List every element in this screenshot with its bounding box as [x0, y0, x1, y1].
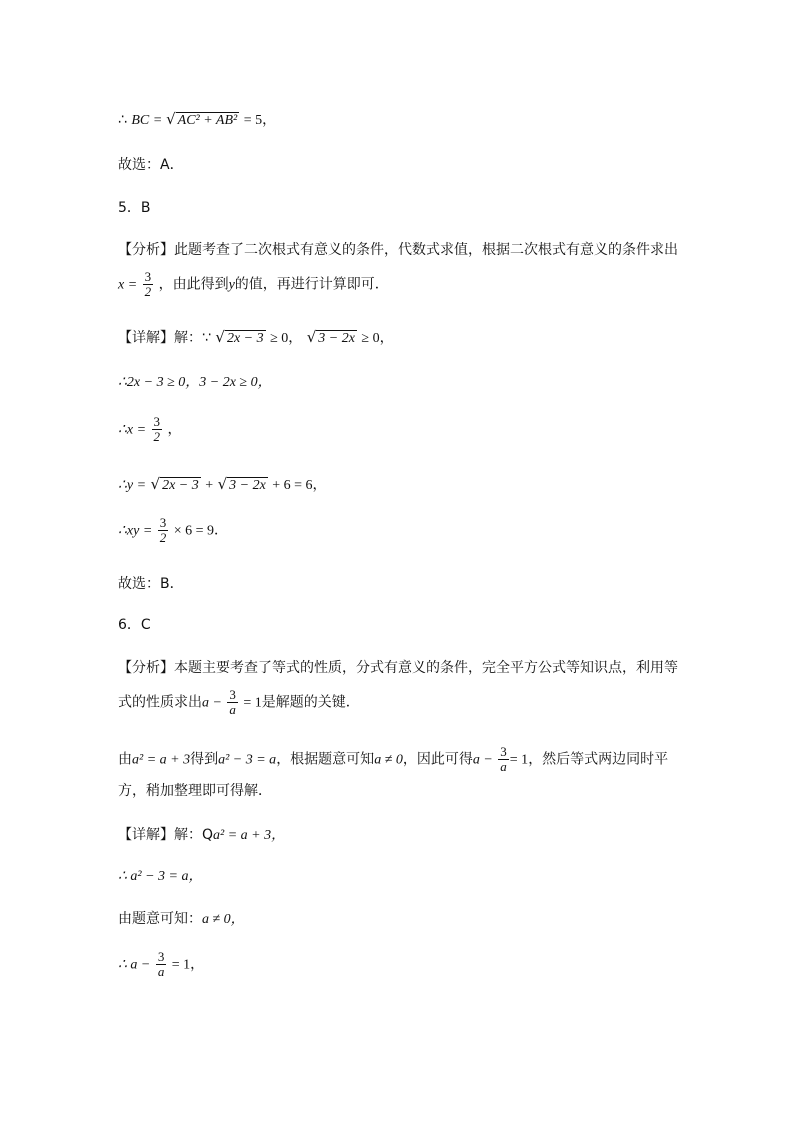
fraction: $\frac{3}{a}$ [229, 687, 236, 717]
analysis-6: 【分析】本题主要考查了等式的性质，分式有意义的条件，完全平方公式等知识点，利用等 [118, 660, 678, 676]
sqrt-expression: √ 2x − 3 [215, 328, 264, 346]
sqrt-expression: √ 3 − 2x [217, 475, 266, 493]
detail-6-step1: 【详解】解：Qa² = a + 3， [118, 827, 286, 843]
detail-5-step3: ∴x = $\frac{3}{2}$ ， [118, 414, 182, 444]
analysis-6-end: 方，稍加整理即可得解． [118, 783, 272, 799]
sqrt-expression: √ AC² + AB² [166, 110, 238, 128]
analysis-6-cont: 式的性质求出a − $\frac{3}{a}$ = 1是解题的关键． [118, 687, 360, 717]
detail-5-step1: 【详解】解：∵ √ 2x − 3 ≥ 0， √ 3 − 2x ≥ 0， [118, 326, 394, 350]
detail-5-step5: ∴xy = $\frac{3}{2}$ × 6 = 9． [118, 515, 228, 545]
fraction: $\frac{3}{a}$ [500, 744, 507, 774]
detail-5-step2: ∴2x − 3 ≥ 0，3 − 2x ≥ 0， [118, 375, 272, 390]
analysis-5-cont: x = $\frac{3}{2}$ ，由此得到y的值，再进行计算即可． [118, 269, 389, 299]
equation-bc: ∴ BC = √ AC² + AB² = 5， [118, 108, 276, 132]
analysis-5: 【分析】此题考查了二次根式有意义的条件，代数式求值，根据二次根式有意义的条件求出 [118, 242, 678, 258]
detail-6-step4: ∴ a − $\frac{3}{a}$ = 1， [118, 949, 205, 979]
answer-choice-a: 故选：A． [118, 157, 184, 173]
therefore-symbol: ∴ [118, 112, 127, 128]
answer-choice-b: 故选：B． [118, 576, 184, 592]
sqrt-expression: √ 2x − 3 [150, 475, 199, 493]
sqrt-expression: √ 3 − 2x [306, 328, 355, 346]
fraction: $\frac{3}{a}$ [157, 949, 165, 979]
question-5-heading: 5．B [118, 200, 151, 216]
detail-6-step2: ∴ a² − 3 = a， [118, 869, 203, 884]
question-6-heading: 6．C [118, 617, 151, 633]
detail-5-step4: ∴y = √ 2x − 3 + √ 3 − 2x + 6 = 6， [118, 473, 327, 497]
detail-6-step3: 由题意可知：a ≠ 0， [118, 911, 245, 927]
fraction: $\frac{3}{2}$ [153, 414, 161, 444]
analysis-6-derivation: 由a² = a + 3得到a² − 3 = a，根据题意可知a ≠ 0，因此可得a − $\frac{3}{a}$ = 1，然后等式两边同时平 [118, 744, 669, 774]
fraction: $\frac{3}{2}$ [159, 515, 167, 545]
fraction: $\frac{3}{2}$ [144, 269, 152, 299]
